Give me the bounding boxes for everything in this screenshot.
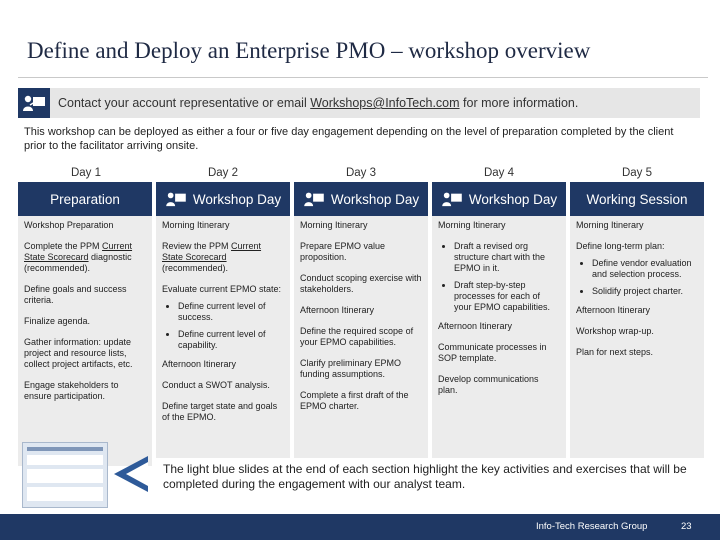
list-item: Define goals and success criteria. — [24, 284, 127, 305]
afternoon-label: Afternoon Itinerary — [438, 321, 513, 331]
footer-org: Info-Tech Research Group — [536, 521, 648, 532]
note-text: The light blue slides at the end of each section highlight the key activities and exercises that will be completed during the engagement with our analyst team. — [163, 462, 687, 491]
day-3-column — [294, 182, 428, 458]
list-item: Develop communications plan. — [438, 374, 539, 395]
column-header: Preparation — [18, 182, 152, 216]
column-subhead: Morning Itinerary — [438, 220, 506, 230]
presenter-icon — [441, 191, 463, 207]
list-item: Define the required scope of your EPMO capabilities. — [300, 326, 414, 347]
contact-text: Contact your account representative or email Workshops@InfoTech.com for more information. — [58, 96, 579, 110]
intro-text: This workshop can be deployed as either a four or five day engagement depending on the level of preparation completed by the client prior to the facilitator arriving onsite. — [24, 126, 674, 152]
page-title: Define and Deploy an Enterprise PMO – workshop overview — [27, 38, 591, 63]
list-item: Define long-term plan: — [576, 241, 665, 251]
page-number: 23 — [681, 521, 692, 532]
footer-bar — [0, 514, 720, 540]
list-item: Plan for next steps. — [576, 347, 654, 357]
bullet-item: • Draft a revised org structure chart with the EPMO in it. — [454, 241, 560, 274]
list-item: Finalize agenda. — [24, 316, 91, 326]
afternoon-label: Afternoon Itinerary — [162, 359, 237, 369]
column-subhead: Morning Itinerary — [300, 220, 368, 230]
list-item: Prepare EPMO value proposition. — [300, 241, 386, 262]
list-item: Complete a first draft of the EPMO charter. — [300, 390, 409, 411]
column-header: Workshop Day — [156, 182, 290, 216]
bullet-item: • Draft step-by-step processes for each of your EPMO capabilities. — [454, 280, 560, 313]
column-header: Workshop Day — [294, 182, 428, 216]
list-item: Evaluate current EPMO state: — [162, 284, 282, 294]
day-3-label: Day 3 — [345, 167, 377, 179]
email-link[interactable]: Workshops@InfoTech.com — [310, 96, 460, 110]
day-5-column — [570, 182, 704, 458]
presenter-icon — [165, 191, 187, 207]
afternoon-label: Afternoon Itinerary — [576, 305, 651, 315]
preparation-column — [18, 182, 152, 466]
list-item: Conduct scoping exercise with stakeholders. — [300, 273, 422, 294]
list-item: Conduct a SWOT analysis. — [162, 380, 270, 390]
list-item: Clarify preliminary EPMO funding assumptions. — [300, 358, 402, 379]
title-divider — [18, 77, 708, 78]
contact-banner — [18, 88, 700, 118]
day-5-label: Day 5 — [621, 167, 653, 179]
column-header: Working Session — [570, 182, 704, 216]
column-header: Workshop Day — [432, 182, 566, 216]
afternoon-label: Afternoon Itinerary — [300, 305, 375, 315]
day-2-column — [156, 182, 290, 458]
day-2-label: Day 2 — [207, 167, 239, 179]
slide-thumbnail — [22, 442, 108, 508]
column-subhead: Morning Itinerary — [162, 220, 230, 230]
list-item: Complete the PPM Current State Scorecard diagnostic (recommended). — [24, 241, 133, 273]
day-4-label: Day 4 — [483, 167, 515, 179]
list-item: Workshop wrap-up. — [576, 326, 654, 336]
list-item: Define target state and goals of the EPMO. — [162, 401, 278, 422]
presenter-icon — [18, 88, 50, 118]
column-subhead: Workshop Preparation — [24, 220, 114, 230]
bullet-item: • Solidify project charter. — [592, 286, 698, 297]
list-item: Engage stakeholders to ensure participation. — [24, 380, 119, 401]
column-subhead: Morning Itinerary — [576, 220, 644, 230]
bullet-item: • Define current level of success. — [178, 301, 284, 323]
list-item: Review the PPM Current State Scorecard (recommended). — [162, 241, 262, 273]
bullet-item: • Define vendor evaluation and selection process. — [592, 258, 698, 280]
bullet-item: • Define current level of capability. — [178, 329, 284, 351]
day-1-label: Day 1 — [70, 167, 102, 179]
list-item: Communicate processes in SOP template. — [438, 342, 547, 363]
day-4-column — [432, 182, 566, 458]
list-item: Gather information: update project and resource lists, collect project artifacts, etc. — [24, 337, 133, 369]
presenter-icon — [303, 191, 325, 207]
